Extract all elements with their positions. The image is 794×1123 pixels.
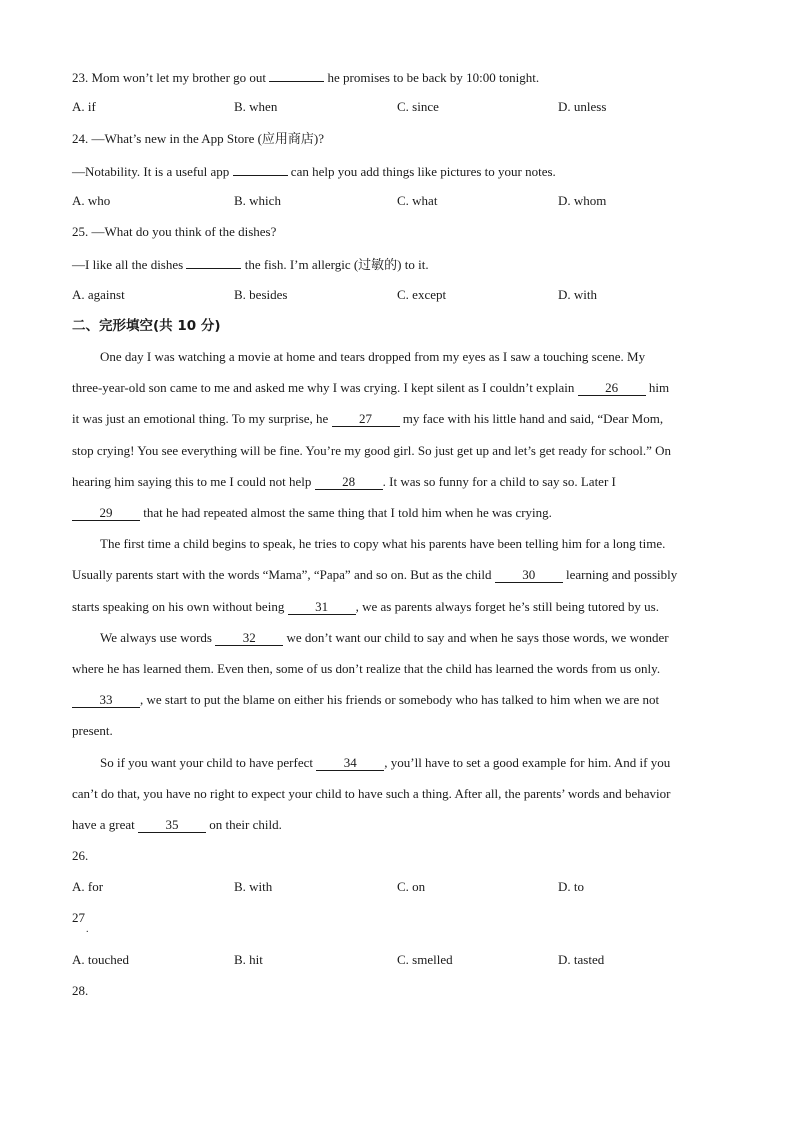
option-a: A. touched [72, 952, 130, 967]
option-a: A. against [72, 287, 125, 302]
passage-line: So if you want your child to have perfect 34 , you’ll have to set a good example for him. And if you [100, 755, 671, 770]
option-b: B. with [234, 879, 273, 894]
blank-33: 33 [72, 693, 140, 708]
passage-line: Usually parents start with the words “Mama”, “Papa” and so on. But as the child 30 learning and possibly [72, 567, 678, 582]
question-24-answer-line: —Notability. It is a useful app can help you add things like pictures to your notes. [72, 164, 556, 179]
option-b: B. which [234, 193, 281, 208]
option-c: C. smelled [397, 952, 453, 967]
answer-blank [233, 162, 288, 176]
blank-35: 35 [138, 818, 206, 833]
question-25-stem: 25. —What do you think of the dishes? [72, 224, 277, 239]
option-d: D. tasted [558, 952, 605, 967]
question-27-number: 27 [72, 910, 85, 925]
passage-line: have a great 35 on their child. [72, 817, 282, 832]
option-c: C. what [397, 193, 438, 208]
blank-32: 32 [215, 631, 283, 646]
question-25-answer-line: —I like all the dishes the fish. I’m allergic (过敏的) to it. [72, 257, 429, 272]
passage-line: One day I was watching a movie at home and tears dropped from my eyes as I saw a touching scene. My [100, 349, 646, 364]
question-24-stem: 24. —What’s new in the App Store (应用商店)? [72, 131, 325, 146]
option-b: B. when [234, 99, 278, 114]
question-26-number: 26. [72, 848, 89, 863]
option-d: D. whom [558, 193, 607, 208]
passage-line: starts speaking on his own without being 31 , we as parents always forget he’s still being tutored by us. [72, 599, 659, 614]
option-a: A. who [72, 193, 111, 208]
passage-line: hearing him saying this to me I could not help 28 . It was so funny for a child to say so. Later I [72, 474, 616, 489]
option-b: B. hit [234, 952, 263, 967]
option-a: A. if [72, 99, 96, 114]
question-25-options [72, 287, 724, 303]
blank-34: 34 [316, 756, 384, 771]
answer-blank [269, 68, 324, 82]
section-heading-cloze: 二、完形填空(共 10 分) [72, 318, 221, 334]
passage-line: We always use words 32 we don’t want our child to say and when he says those words, we wonder [100, 630, 669, 645]
blank-30: 30 [495, 568, 563, 583]
option-d: D. unless [558, 99, 607, 114]
passage-line: 33 , we start to put the blame on either his friends or somebody who has talked to him when we are not [72, 692, 659, 708]
blank-28: 28 [315, 475, 383, 490]
question-24-options [72, 193, 724, 209]
answer-blank [186, 255, 241, 269]
passage-line: present. [72, 723, 113, 738]
passage-line: where he has learned them. Even then, some of us don’t realize that the child has learned the words from us only. [72, 661, 661, 676]
blank-29: 29 [72, 506, 140, 521]
option-c: C. on [397, 879, 426, 894]
passage-line: can’t do that, you have no right to expect your child to have such a thing. After all, the parents’ words and behavior [72, 786, 671, 801]
option-b: B. besides [234, 287, 288, 302]
option-a: A. for [72, 879, 104, 894]
passage-line: three-year-old son came to me and asked me why I was crying. I kept silent as I couldn’t explain 26 him [72, 380, 670, 395]
question-27-dot: . [86, 924, 89, 935]
blank-26: 26 [578, 381, 646, 396]
question-23-stem: 23. Mom won’t let my brother go out he promises to be back by 10:00 tonight. [72, 70, 540, 85]
passage-line: stop crying! You see everything will be fine. You’re my good girl. So just get up and let’s get ready for school.” On [72, 443, 671, 458]
question-26-options [72, 879, 724, 895]
option-c: C. since [397, 99, 439, 114]
option-d: D. to [558, 879, 584, 894]
option-d: D. with [558, 287, 597, 302]
blank-31: 31 [288, 600, 356, 615]
question-23-options [72, 99, 724, 115]
passage-line: The first time a child begins to speak, he tries to copy what his parents have been telling him for a long time. [100, 536, 666, 551]
option-c: C. except [397, 287, 447, 302]
blank-27: 27 [332, 412, 400, 427]
passage-line: 29 that he had repeated almost the same thing that I told him when he was crying. [72, 505, 552, 521]
question-27-options [72, 952, 724, 968]
passage-line: it was just an emotional thing. To my surprise, he 27 my face with his little hand and said, “Dear Mom, [72, 411, 664, 426]
question-28-number: 28. [72, 983, 89, 998]
